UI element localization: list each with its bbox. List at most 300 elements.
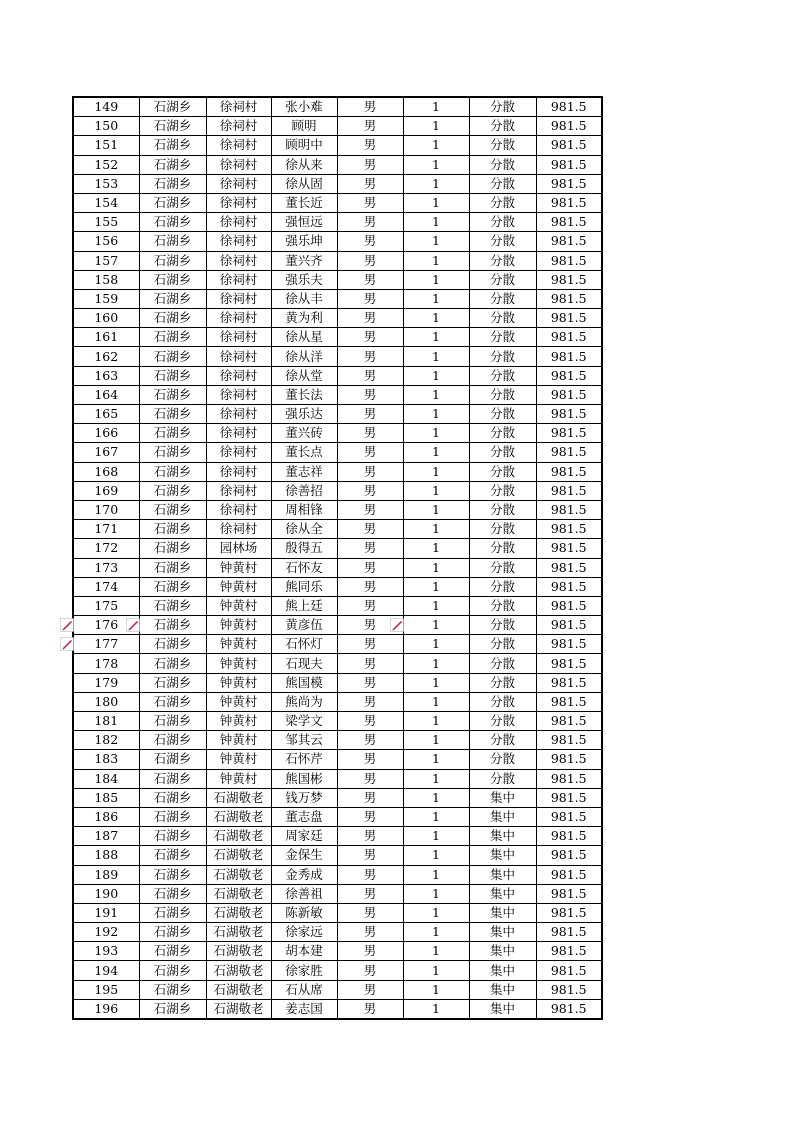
cell-support-type[interactable]: 分散 (469, 309, 536, 328)
cell-gender[interactable]: 男 (337, 136, 403, 155)
cell-township[interactable]: 石湖乡 (139, 232, 206, 251)
cell-village[interactable]: 钟黄村 (206, 769, 271, 788)
cell-support-type[interactable]: 分散 (469, 328, 536, 347)
cell-name[interactable]: 徐善招 (271, 481, 337, 500)
cell-gender[interactable]: 男 (337, 980, 403, 999)
cell-support-type[interactable]: 分散 (469, 635, 536, 654)
cell-support-type[interactable]: 分散 (469, 462, 536, 481)
cell-amount[interactable]: 981.5 (536, 155, 602, 174)
cell-gender[interactable]: 男 (337, 616, 403, 635)
cell-gender[interactable]: 男 (337, 174, 403, 193)
cell-support-type[interactable]: 集中 (469, 961, 536, 980)
cell-village[interactable]: 徐祠村 (206, 500, 271, 519)
cell-count[interactable]: 1 (403, 769, 469, 788)
cell-seq-no[interactable]: 152 (73, 155, 139, 174)
cell-count[interactable]: 1 (403, 309, 469, 328)
cell-support-type[interactable]: 分散 (469, 616, 536, 635)
cell-gender[interactable]: 男 (337, 309, 403, 328)
cell-support-type[interactable]: 集中 (469, 999, 536, 1019)
cell-seq-no[interactable]: 191 (73, 903, 139, 922)
cell-township[interactable]: 石湖乡 (139, 942, 206, 961)
cell-count[interactable]: 1 (403, 232, 469, 251)
cell-amount[interactable]: 981.5 (536, 193, 602, 212)
cell-amount[interactable]: 981.5 (536, 865, 602, 884)
cell-township[interactable]: 石湖乡 (139, 769, 206, 788)
cell-township[interactable]: 石湖乡 (139, 807, 206, 826)
pencil-icon[interactable] (126, 618, 140, 632)
cell-name[interactable]: 董兴砖 (271, 424, 337, 443)
cell-gender[interactable]: 男 (337, 884, 403, 903)
cell-count[interactable]: 1 (403, 673, 469, 692)
cell-support-type[interactable]: 分散 (469, 270, 536, 289)
cell-village[interactable]: 徐祠村 (206, 117, 271, 136)
cell-amount[interactable]: 981.5 (536, 213, 602, 232)
cell-township[interactable]: 石湖乡 (139, 213, 206, 232)
cell-seq-no[interactable]: 154 (73, 193, 139, 212)
cell-count[interactable]: 1 (403, 596, 469, 615)
cell-support-type[interactable]: 分散 (469, 193, 536, 212)
cell-seq-no[interactable]: 165 (73, 405, 139, 424)
cell-village[interactable]: 钟黄村 (206, 577, 271, 596)
cell-village[interactable]: 石湖敬老 (206, 999, 271, 1019)
cell-village[interactable]: 徐祠村 (206, 289, 271, 308)
cell-support-type[interactable]: 分散 (469, 481, 536, 500)
cell-amount[interactable]: 981.5 (536, 616, 602, 635)
cell-village[interactable]: 石湖敬老 (206, 788, 271, 807)
cell-support-type[interactable]: 分散 (469, 232, 536, 251)
cell-gender[interactable]: 男 (337, 443, 403, 462)
cell-amount[interactable]: 981.5 (536, 424, 602, 443)
cell-count[interactable]: 1 (403, 750, 469, 769)
cell-count[interactable]: 1 (403, 462, 469, 481)
cell-amount[interactable]: 981.5 (536, 174, 602, 193)
cell-seq-no[interactable]: 158 (73, 270, 139, 289)
cell-village[interactable]: 石湖敬老 (206, 846, 271, 865)
cell-seq-no[interactable]: 184 (73, 769, 139, 788)
cell-seq-no[interactable]: 182 (73, 731, 139, 750)
cell-gender[interactable]: 男 (337, 366, 403, 385)
cell-name[interactable]: 石怀友 (271, 558, 337, 577)
cell-township[interactable]: 石湖乡 (139, 328, 206, 347)
cell-name[interactable]: 张小难 (271, 97, 337, 117)
cell-amount[interactable]: 981.5 (536, 97, 602, 117)
cell-township[interactable]: 石湖乡 (139, 155, 206, 174)
cell-gender[interactable]: 男 (337, 193, 403, 212)
cell-name[interactable]: 强恒远 (271, 213, 337, 232)
cell-gender[interactable]: 男 (337, 251, 403, 270)
cell-village[interactable]: 徐祠村 (206, 136, 271, 155)
cell-gender[interactable]: 男 (337, 270, 403, 289)
cell-support-type[interactable]: 分散 (469, 174, 536, 193)
cell-gender[interactable]: 男 (337, 289, 403, 308)
cell-village[interactable]: 徐祠村 (206, 462, 271, 481)
cell-seq-no[interactable]: 196 (73, 999, 139, 1019)
cell-support-type[interactable]: 分散 (469, 251, 536, 270)
cell-name[interactable]: 钱万梦 (271, 788, 337, 807)
cell-support-type[interactable]: 分散 (469, 769, 536, 788)
cell-support-type[interactable]: 分散 (469, 750, 536, 769)
cell-name[interactable]: 强乐夫 (271, 270, 337, 289)
cell-amount[interactable]: 981.5 (536, 289, 602, 308)
cell-village[interactable]: 石湖敬老 (206, 903, 271, 922)
cell-support-type[interactable]: 分散 (469, 385, 536, 404)
cell-amount[interactable]: 981.5 (536, 500, 602, 519)
cell-seq-no[interactable]: 176 (73, 616, 139, 635)
cell-township[interactable]: 石湖乡 (139, 270, 206, 289)
cell-seq-no[interactable]: 167 (73, 443, 139, 462)
cell-count[interactable]: 1 (403, 616, 469, 635)
cell-seq-no[interactable]: 151 (73, 136, 139, 155)
cell-seq-no[interactable]: 186 (73, 807, 139, 826)
cell-name[interactable]: 董志祥 (271, 462, 337, 481)
cell-seq-no[interactable]: 174 (73, 577, 139, 596)
cell-township[interactable]: 石湖乡 (139, 97, 206, 117)
cell-support-type[interactable]: 分散 (469, 443, 536, 462)
cell-township[interactable]: 石湖乡 (139, 520, 206, 539)
cell-count[interactable]: 1 (403, 961, 469, 980)
cell-township[interactable]: 石湖乡 (139, 712, 206, 731)
cell-township[interactable]: 石湖乡 (139, 923, 206, 942)
cell-amount[interactable]: 981.5 (536, 807, 602, 826)
cell-amount[interactable]: 981.5 (536, 903, 602, 922)
cell-support-type[interactable]: 分散 (469, 654, 536, 673)
cell-township[interactable]: 石湖乡 (139, 673, 206, 692)
cell-name[interactable]: 周相锋 (271, 500, 337, 519)
cell-name[interactable]: 黄彦伍 (271, 616, 337, 635)
cell-count[interactable]: 1 (403, 97, 469, 117)
cell-gender[interactable]: 男 (337, 347, 403, 366)
cell-name[interactable]: 徐从固 (271, 174, 337, 193)
cell-gender[interactable]: 男 (337, 405, 403, 424)
cell-amount[interactable]: 981.5 (536, 712, 602, 731)
cell-name[interactable]: 石从席 (271, 980, 337, 999)
cell-count[interactable]: 1 (403, 692, 469, 711)
cell-gender[interactable]: 男 (337, 500, 403, 519)
cell-count[interactable]: 1 (403, 846, 469, 865)
cell-village[interactable]: 钟黄村 (206, 654, 271, 673)
cell-count[interactable]: 1 (403, 347, 469, 366)
cell-name[interactable]: 石现夫 (271, 654, 337, 673)
cell-township[interactable]: 石湖乡 (139, 443, 206, 462)
cell-count[interactable]: 1 (403, 577, 469, 596)
cell-amount[interactable]: 981.5 (536, 462, 602, 481)
cell-name[interactable]: 石怀灯 (271, 635, 337, 654)
cell-support-type[interactable]: 分散 (469, 712, 536, 731)
cell-name[interactable]: 黄为利 (271, 309, 337, 328)
cell-gender[interactable]: 男 (337, 692, 403, 711)
cell-township[interactable]: 石湖乡 (139, 865, 206, 884)
cell-count[interactable]: 1 (403, 731, 469, 750)
cell-name[interactable]: 熊国彬 (271, 769, 337, 788)
cell-amount[interactable]: 981.5 (536, 635, 602, 654)
cell-village[interactable]: 石湖敬老 (206, 827, 271, 846)
cell-gender[interactable]: 男 (337, 654, 403, 673)
cell-name[interactable]: 姜志国 (271, 999, 337, 1019)
cell-support-type[interactable]: 集中 (469, 903, 536, 922)
cell-seq-no[interactable]: 168 (73, 462, 139, 481)
cell-name[interactable]: 熊上廷 (271, 596, 337, 615)
cell-count[interactable]: 1 (403, 903, 469, 922)
cell-support-type[interactable]: 分散 (469, 558, 536, 577)
cell-seq-no[interactable]: 157 (73, 251, 139, 270)
cell-count[interactable]: 1 (403, 174, 469, 193)
cell-amount[interactable]: 981.5 (536, 309, 602, 328)
cell-seq-no[interactable]: 153 (73, 174, 139, 193)
cell-township[interactable]: 石湖乡 (139, 903, 206, 922)
cell-gender[interactable]: 男 (337, 750, 403, 769)
cell-township[interactable]: 石湖乡 (139, 692, 206, 711)
cell-township[interactable]: 石湖乡 (139, 193, 206, 212)
cell-township[interactable]: 石湖乡 (139, 117, 206, 136)
cell-name[interactable]: 顾明 (271, 117, 337, 136)
cell-count[interactable]: 1 (403, 827, 469, 846)
cell-amount[interactable]: 981.5 (536, 136, 602, 155)
cell-seq-no[interactable]: 163 (73, 366, 139, 385)
pencil-icon[interactable] (60, 618, 74, 632)
cell-village[interactable]: 徐祠村 (206, 97, 271, 117)
cell-seq-no[interactable]: 189 (73, 865, 139, 884)
cell-count[interactable]: 1 (403, 788, 469, 807)
cell-village[interactable]: 徐祠村 (206, 232, 271, 251)
cell-village[interactable]: 石湖敬老 (206, 865, 271, 884)
cell-name[interactable]: 石怀芹 (271, 750, 337, 769)
pencil-icon[interactable] (390, 618, 404, 632)
cell-count[interactable]: 1 (403, 980, 469, 999)
cell-support-type[interactable]: 集中 (469, 980, 536, 999)
cell-gender[interactable]: 男 (337, 961, 403, 980)
cell-name[interactable]: 金保生 (271, 846, 337, 865)
cell-name[interactable]: 董志盘 (271, 807, 337, 826)
cell-name[interactable]: 董兴齐 (271, 251, 337, 270)
cell-amount[interactable]: 981.5 (536, 405, 602, 424)
cell-count[interactable]: 1 (403, 136, 469, 155)
cell-support-type[interactable]: 集中 (469, 884, 536, 903)
cell-village[interactable]: 石湖敬老 (206, 980, 271, 999)
cell-village[interactable]: 钟黄村 (206, 596, 271, 615)
cell-amount[interactable]: 981.5 (536, 117, 602, 136)
cell-gender[interactable]: 男 (337, 999, 403, 1019)
cell-gender[interactable]: 男 (337, 788, 403, 807)
cell-township[interactable]: 石湖乡 (139, 616, 206, 635)
cell-township[interactable]: 石湖乡 (139, 577, 206, 596)
cell-count[interactable]: 1 (403, 117, 469, 136)
cell-name[interactable]: 徐从来 (271, 155, 337, 174)
cell-township[interactable]: 石湖乡 (139, 481, 206, 500)
cell-count[interactable]: 1 (403, 520, 469, 539)
cell-count[interactable]: 1 (403, 405, 469, 424)
cell-count[interactable]: 1 (403, 807, 469, 826)
cell-support-type[interactable]: 集中 (469, 827, 536, 846)
cell-village[interactable]: 徐祠村 (206, 309, 271, 328)
cell-gender[interactable]: 男 (337, 673, 403, 692)
cell-name[interactable]: 徐从星 (271, 328, 337, 347)
cell-township[interactable]: 石湖乡 (139, 558, 206, 577)
cell-township[interactable]: 石湖乡 (139, 500, 206, 519)
cell-township[interactable]: 石湖乡 (139, 539, 206, 558)
cell-village[interactable]: 徐祠村 (206, 174, 271, 193)
cell-gender[interactable]: 男 (337, 117, 403, 136)
cell-count[interactable]: 1 (403, 500, 469, 519)
cell-gender[interactable]: 男 (337, 232, 403, 251)
cell-amount[interactable]: 981.5 (536, 251, 602, 270)
cell-amount[interactable]: 981.5 (536, 884, 602, 903)
cell-name[interactable]: 徐家胜 (271, 961, 337, 980)
cell-township[interactable]: 石湖乡 (139, 846, 206, 865)
cell-name[interactable]: 梁学文 (271, 712, 337, 731)
cell-gender[interactable]: 男 (337, 865, 403, 884)
cell-seq-no[interactable]: 190 (73, 884, 139, 903)
cell-township[interactable]: 石湖乡 (139, 462, 206, 481)
cell-seq-no[interactable]: 159 (73, 289, 139, 308)
cell-support-type[interactable]: 集中 (469, 846, 536, 865)
cell-village[interactable]: 徐祠村 (206, 385, 271, 404)
cell-name[interactable]: 董长点 (271, 443, 337, 462)
cell-gender[interactable]: 男 (337, 385, 403, 404)
cell-village[interactable]: 石湖敬老 (206, 923, 271, 942)
cell-name[interactable]: 熊同乐 (271, 577, 337, 596)
cell-amount[interactable]: 981.5 (536, 481, 602, 500)
cell-gender[interactable]: 男 (337, 903, 403, 922)
cell-seq-no[interactable]: 169 (73, 481, 139, 500)
cell-support-type[interactable]: 分散 (469, 520, 536, 539)
cell-township[interactable]: 石湖乡 (139, 366, 206, 385)
cell-name[interactable]: 周家廷 (271, 827, 337, 846)
cell-seq-no[interactable]: 160 (73, 309, 139, 328)
cell-name[interactable]: 胡本建 (271, 942, 337, 961)
cell-village[interactable]: 石湖敬老 (206, 884, 271, 903)
cell-amount[interactable]: 981.5 (536, 923, 602, 942)
cell-township[interactable]: 石湖乡 (139, 750, 206, 769)
cell-village[interactable]: 石湖敬老 (206, 807, 271, 826)
cell-name[interactable]: 徐从全 (271, 520, 337, 539)
cell-name[interactable]: 徐从堂 (271, 366, 337, 385)
cell-township[interactable]: 石湖乡 (139, 999, 206, 1019)
cell-name[interactable]: 殷得五 (271, 539, 337, 558)
cell-amount[interactable]: 981.5 (536, 999, 602, 1019)
cell-township[interactable]: 石湖乡 (139, 827, 206, 846)
cell-gender[interactable]: 男 (337, 942, 403, 961)
cell-seq-no[interactable]: 188 (73, 846, 139, 865)
cell-seq-no[interactable]: 164 (73, 385, 139, 404)
cell-gender[interactable]: 男 (337, 635, 403, 654)
cell-township[interactable]: 石湖乡 (139, 289, 206, 308)
cell-gender[interactable]: 男 (337, 923, 403, 942)
cell-seq-no[interactable]: 185 (73, 788, 139, 807)
cell-township[interactable]: 石湖乡 (139, 347, 206, 366)
cell-amount[interactable]: 981.5 (536, 366, 602, 385)
cell-count[interactable]: 1 (403, 328, 469, 347)
cell-village[interactable]: 徐祠村 (206, 481, 271, 500)
cell-support-type[interactable]: 集中 (469, 807, 536, 826)
cell-amount[interactable]: 981.5 (536, 539, 602, 558)
cell-gender[interactable]: 男 (337, 807, 403, 826)
cell-village[interactable]: 徐祠村 (206, 213, 271, 232)
cell-count[interactable]: 1 (403, 712, 469, 731)
cell-name[interactable]: 徐善祖 (271, 884, 337, 903)
cell-gender[interactable]: 男 (337, 520, 403, 539)
cell-amount[interactable]: 981.5 (536, 980, 602, 999)
cell-seq-no[interactable]: 192 (73, 923, 139, 942)
cell-name[interactable]: 熊国模 (271, 673, 337, 692)
cell-name[interactable]: 徐从洋 (271, 347, 337, 366)
cell-village[interactable]: 钟黄村 (206, 692, 271, 711)
cell-seq-no[interactable]: 156 (73, 232, 139, 251)
cell-village[interactable]: 钟黄村 (206, 712, 271, 731)
cell-village[interactable]: 钟黄村 (206, 616, 271, 635)
cell-amount[interactable]: 981.5 (536, 769, 602, 788)
cell-village[interactable]: 徐祠村 (206, 443, 271, 462)
cell-amount[interactable]: 981.5 (536, 596, 602, 615)
cell-village[interactable]: 徐祠村 (206, 366, 271, 385)
cell-amount[interactable]: 981.5 (536, 347, 602, 366)
cell-name[interactable]: 强乐达 (271, 405, 337, 424)
cell-village[interactable]: 钟黄村 (206, 635, 271, 654)
cell-seq-no[interactable]: 173 (73, 558, 139, 577)
cell-seq-no[interactable]: 150 (73, 117, 139, 136)
cell-support-type[interactable]: 分散 (469, 289, 536, 308)
cell-township[interactable]: 石湖乡 (139, 385, 206, 404)
cell-township[interactable]: 石湖乡 (139, 405, 206, 424)
cell-amount[interactable]: 981.5 (536, 232, 602, 251)
cell-count[interactable]: 1 (403, 443, 469, 462)
cell-village[interactable]: 徐祠村 (206, 270, 271, 289)
cell-amount[interactable]: 981.5 (536, 577, 602, 596)
cell-support-type[interactable]: 分散 (469, 500, 536, 519)
cell-amount[interactable]: 981.5 (536, 270, 602, 289)
cell-village[interactable]: 徐祠村 (206, 520, 271, 539)
cell-seq-no[interactable]: 187 (73, 827, 139, 846)
cell-support-type[interactable]: 分散 (469, 596, 536, 615)
cell-township[interactable]: 石湖乡 (139, 788, 206, 807)
cell-village[interactable]: 徐祠村 (206, 155, 271, 174)
cell-amount[interactable]: 981.5 (536, 731, 602, 750)
cell-amount[interactable]: 981.5 (536, 788, 602, 807)
cell-support-type[interactable]: 集中 (469, 788, 536, 807)
cell-seq-no[interactable]: 194 (73, 961, 139, 980)
cell-village[interactable]: 徐祠村 (206, 251, 271, 270)
cell-village[interactable]: 徐祠村 (206, 424, 271, 443)
cell-village[interactable]: 徐祠村 (206, 328, 271, 347)
cell-gender[interactable]: 男 (337, 481, 403, 500)
cell-gender[interactable]: 男 (337, 846, 403, 865)
cell-gender[interactable]: 男 (337, 462, 403, 481)
cell-support-type[interactable]: 集中 (469, 923, 536, 942)
cell-township[interactable]: 石湖乡 (139, 654, 206, 673)
cell-count[interactable]: 1 (403, 942, 469, 961)
cell-seq-no[interactable]: 193 (73, 942, 139, 961)
cell-support-type[interactable]: 分散 (469, 213, 536, 232)
cell-support-type[interactable]: 分散 (469, 424, 536, 443)
cell-amount[interactable]: 981.5 (536, 385, 602, 404)
cell-support-type[interactable]: 分散 (469, 673, 536, 692)
cell-count[interactable]: 1 (403, 193, 469, 212)
cell-count[interactable]: 1 (403, 558, 469, 577)
cell-gender[interactable]: 男 (337, 97, 403, 117)
cell-gender[interactable]: 男 (337, 328, 403, 347)
cell-village[interactable]: 园林场 (206, 539, 271, 558)
cell-gender[interactable]: 男 (337, 213, 403, 232)
cell-support-type[interactable]: 分散 (469, 577, 536, 596)
cell-village[interactable]: 徐祠村 (206, 193, 271, 212)
cell-support-type[interactable]: 分散 (469, 405, 536, 424)
cell-village[interactable]: 石湖敬老 (206, 942, 271, 961)
cell-township[interactable]: 石湖乡 (139, 635, 206, 654)
cell-seq-no[interactable]: 181 (73, 712, 139, 731)
cell-township[interactable]: 石湖乡 (139, 980, 206, 999)
cell-village[interactable]: 钟黄村 (206, 558, 271, 577)
cell-gender[interactable]: 男 (337, 577, 403, 596)
cell-support-type[interactable]: 分散 (469, 136, 536, 155)
